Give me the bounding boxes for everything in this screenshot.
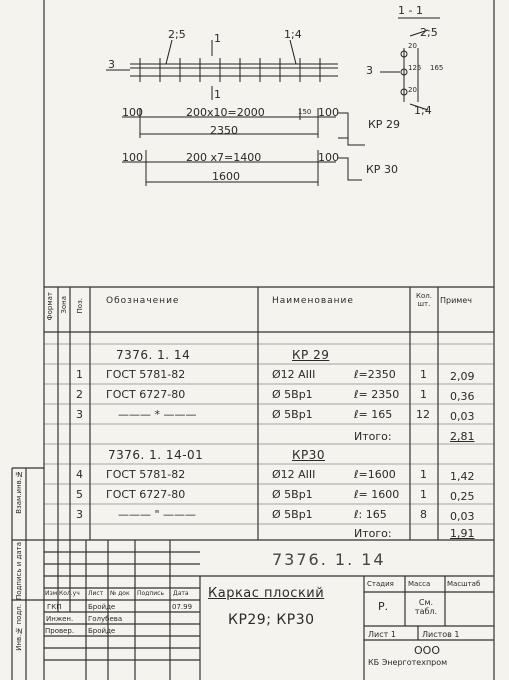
table-row: 4 [76, 468, 83, 481]
group1-title: КР 29 [292, 348, 330, 362]
row-len: ℓ=2350 [354, 368, 396, 381]
row-des: ——— * ——— [118, 408, 197, 421]
kp29-right-small: 150 [298, 108, 312, 116]
section-dim-3: 165 [430, 64, 444, 72]
table-row: 2 [76, 388, 83, 401]
row-qty: 1 [420, 388, 427, 401]
tb-org1: ООО [414, 644, 440, 657]
group2-title: КР30 [292, 448, 326, 462]
stamp-vzam-inv: Взам.инв.№ [15, 470, 23, 514]
stamp-inv-podl: Инв.№ подл. [15, 604, 23, 651]
row-note: 0,03 [450, 410, 475, 423]
tb-col-ndok: № док [110, 590, 130, 597]
section-label: 1 - 1 [398, 4, 423, 17]
section-dim-4: 20 [408, 86, 417, 94]
plan-label-cut: 1 [214, 88, 221, 101]
tb-org2: КБ Энерготехпром [368, 658, 448, 667]
row-note: 1,42 [450, 470, 475, 483]
row-dia: Ø 5Вр1 [272, 388, 313, 401]
kp29-total: 2350 [210, 124, 238, 137]
tb-col-list: Лист [88, 590, 104, 597]
kp30-right: 100 [318, 151, 339, 164]
section-mark: 3 [366, 64, 373, 77]
plan-label-top-left: 2;5 [168, 28, 186, 41]
group2-total: 1,91 [450, 527, 475, 540]
group2-total-label: Итого: [354, 527, 392, 540]
kp29-name: КР 29 [368, 118, 400, 131]
header-qty: Кол. шт. [416, 292, 432, 308]
group1-code: 7376. 1. 14 [116, 348, 191, 362]
row-des: ГОСТ 5781-82 [106, 368, 186, 381]
row-des: ГОСТ 6727-80 [106, 488, 186, 501]
tb-stage-label: Стадия [367, 580, 394, 588]
tb-col-podpis: Подпись [137, 590, 164, 597]
section-dim-2: 125 [408, 64, 422, 72]
row-dia: Ø 5Вр1 [272, 408, 313, 421]
row-dia: Ø12 AIII [272, 368, 316, 381]
table-row: 5 [76, 488, 83, 501]
tb-sheet: Лист 1 [368, 630, 396, 639]
row-len: ℓ= 2350 [354, 388, 400, 401]
tb-subtitle: КР29; КР30 [228, 612, 315, 628]
tb-title: Каркас плоский [208, 586, 325, 601]
row-dia: Ø 5Вр1 [272, 508, 313, 521]
table-row: 1 [76, 368, 83, 381]
tb-col-koluch: Кол.уч [59, 590, 80, 597]
tb-name-prov: Бройде [88, 627, 116, 635]
plan-label-top-1: 1 [214, 32, 221, 45]
doc-code: 7376. 1. 14 [272, 550, 386, 569]
row-dia: Ø 5Вр1 [272, 488, 313, 501]
section-dim-1: 20 [408, 42, 417, 50]
kp29-mid: 200x10=2000 [186, 106, 265, 119]
row-len: ℓ: 165 [354, 508, 387, 521]
plan-label-top-right: 1;4 [284, 28, 302, 41]
tb-sheets: Листов 1 [422, 630, 460, 639]
tb-role-inzh: Инжен. [46, 615, 74, 623]
row-qty: 1 [420, 468, 427, 481]
header-zone: Зона [60, 296, 68, 314]
tb-col-izm: Изм [45, 590, 58, 597]
row-des: ГОСТ 6727-80 [106, 388, 186, 401]
tb-name-inzh: Голубева [88, 615, 123, 623]
stamp-signature-date: Подпись и дата [15, 542, 23, 600]
header-pos: Поз. [76, 298, 84, 314]
tb-scale-label: Масштаб [447, 580, 481, 588]
group1-total: 2,81 [450, 430, 475, 443]
kp29-left: 100 [122, 106, 143, 119]
header-format: Формат [46, 292, 54, 321]
group1-total-label: Итого: [354, 430, 392, 443]
kp29-right: 100 [318, 106, 339, 119]
row-des: ——— " ——— [118, 508, 197, 521]
table-row: 3 [76, 408, 83, 421]
tb-role-gkp: ГКП [47, 603, 62, 611]
tb-date: 07.99 [172, 603, 193, 611]
kp30-mid: 200 x7=1400 [186, 151, 262, 164]
row-note: 2,09 [450, 370, 475, 383]
row-note: 0,03 [450, 510, 475, 523]
row-len: ℓ=1600 [354, 468, 396, 481]
row-note: 0,36 [450, 390, 475, 403]
header-note: Примеч [440, 296, 472, 305]
kp30-name: КР 30 [366, 163, 398, 176]
tb-role-prov: Провер. [45, 627, 75, 635]
row-len: ℓ= 165 [354, 408, 393, 421]
row-qty: 1 [420, 488, 427, 501]
kp30-total: 1600 [212, 170, 240, 183]
header-designation: Обозначение [106, 296, 180, 306]
kp30-left: 100 [122, 151, 143, 164]
table-row: 3 [76, 508, 83, 521]
tb-stage: Р. [378, 600, 389, 613]
group2-code: 7376. 1. 14-01 [108, 448, 204, 462]
plan-label-mark: 3 [108, 58, 115, 71]
row-len: ℓ= 1600 [354, 488, 400, 501]
header-name: Наименование [272, 296, 354, 306]
tb-mass: См. табл. [414, 598, 438, 616]
row-qty: 8 [420, 508, 427, 521]
section-dim-top: 2;5 [420, 26, 438, 39]
tb-col-data: Дата [173, 590, 189, 597]
row-qty: 12 [416, 408, 430, 421]
row-note: 0,25 [450, 490, 475, 503]
row-qty: 1 [420, 368, 427, 381]
section-dim-bottom: 1;4 [414, 104, 432, 117]
row-des: ГОСТ 5781-82 [106, 468, 186, 481]
tb-mass-label: Масса [408, 580, 431, 588]
row-dia: Ø12 AIII [272, 468, 316, 481]
tb-name-gkp: Бройде [88, 603, 116, 611]
